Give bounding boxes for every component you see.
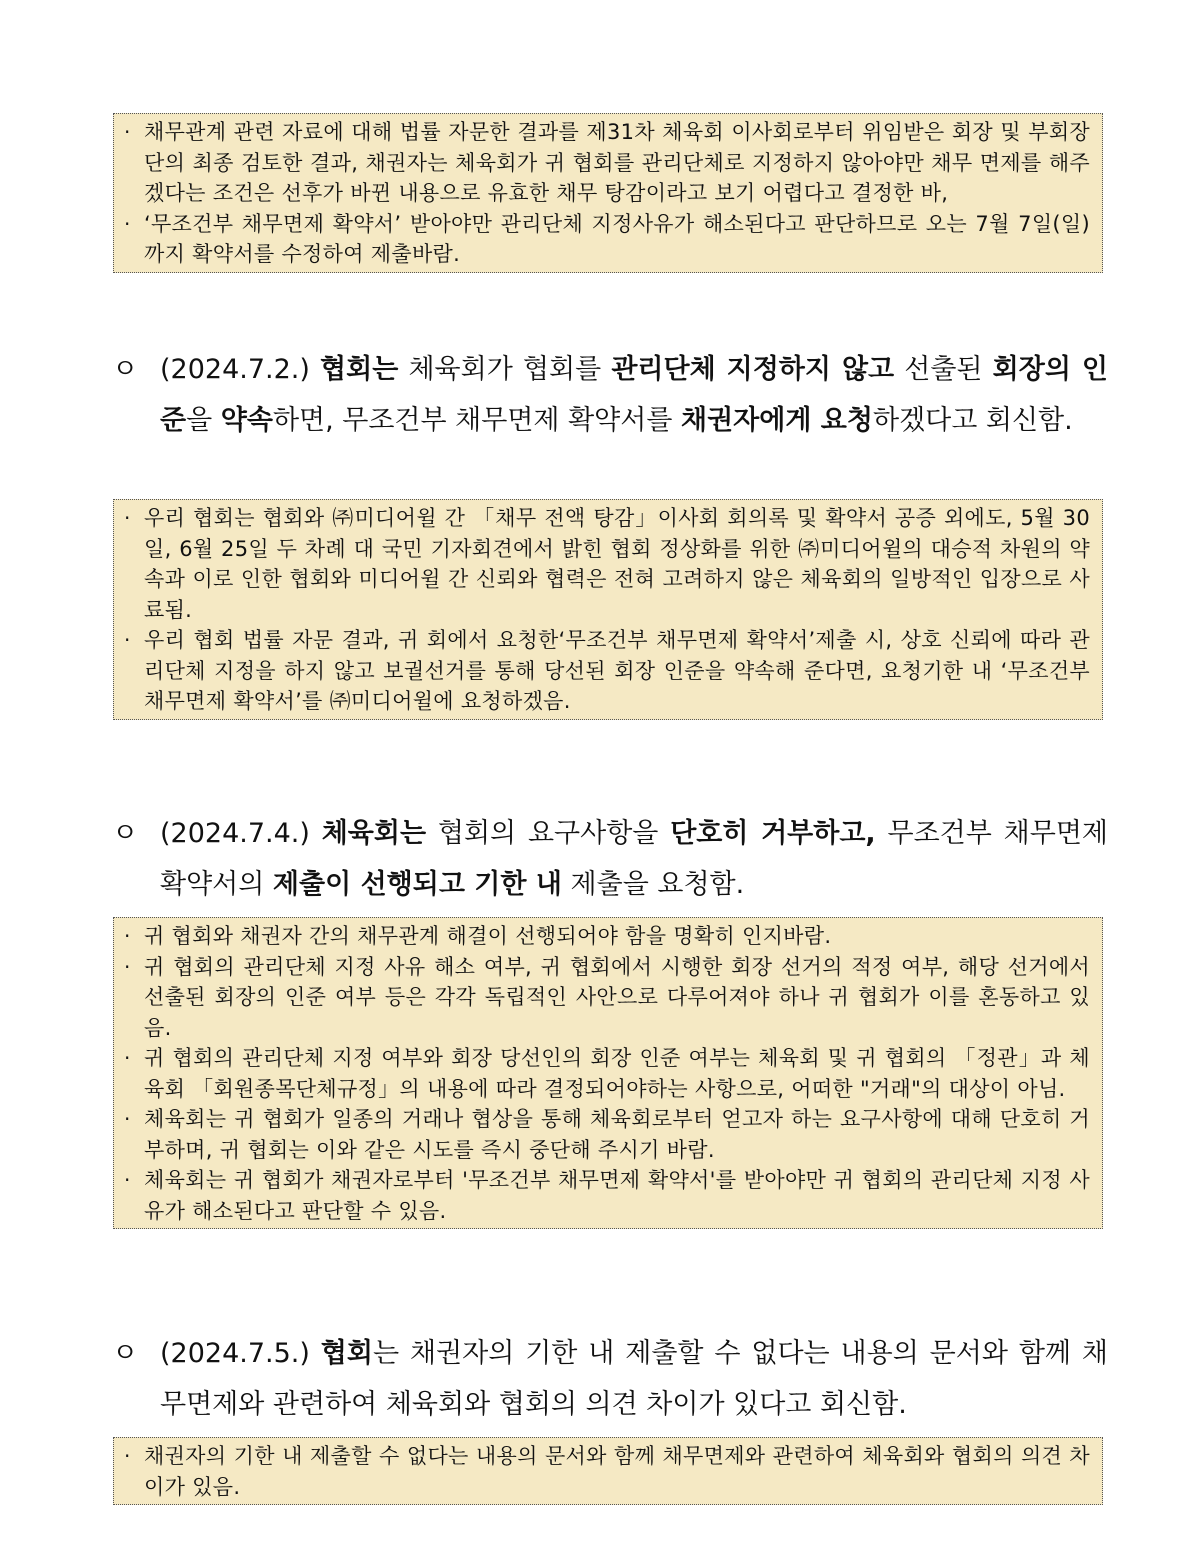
section-2024-07-05 xyxy=(112,1328,1108,1430)
section-date: (2024.7.2.) xyxy=(160,354,310,385)
bullet-dot: · xyxy=(124,120,131,144)
note-bullet xyxy=(124,503,1090,625)
note-bullet xyxy=(124,1165,1090,1226)
bullet-dot: · xyxy=(124,211,131,236)
emphasis: 체육회는 xyxy=(321,818,427,849)
bullet-dot: · xyxy=(124,628,131,652)
note-box-4 xyxy=(113,1437,1103,1505)
section-date: (2024.7.4.) xyxy=(160,818,310,849)
bullet-dot: · xyxy=(124,1444,131,1468)
note-bullet xyxy=(124,921,1090,952)
note-bullet xyxy=(124,209,1090,270)
bullet-dot: · xyxy=(124,1168,131,1192)
bullet-text: 채권자의 기한 내 제출할 수 없다는 내용의 문서와 함께 채무면제와 관련하여 체육회와 협회의 의견 차이가 있음. xyxy=(144,1444,1090,1499)
note-bullet xyxy=(124,952,1090,1044)
note-bullet xyxy=(124,1104,1090,1165)
bullet-dot: · xyxy=(124,1046,131,1070)
circle-marker: ㅇ xyxy=(112,354,139,385)
note-box-1 xyxy=(113,113,1103,273)
emphasis: 협회 xyxy=(320,1338,373,1369)
bullet-text: 체육회는 귀 협회가 채권자로부터 '무조건부 채무면제 확약서'를 받아야만 귀 협회의 관리단체 지정 사유가 해소된다고 판단할 수 있음. xyxy=(144,1168,1090,1223)
section-2024-07-02 xyxy=(112,344,1108,446)
emphasis: 채권자에게 요청 xyxy=(681,405,873,436)
section-text: (2024.7.2.) 협회는 체육회가 협회를 관리단체 지정하지 않고 선출된 회장의 인준을 약속하면, 무조건부 채무면제 확약서를 채권자에게 요청하겠다고 회신함. xyxy=(160,354,1108,436)
bullet-dot: · xyxy=(124,954,131,979)
circle-marker: ㅇ xyxy=(112,818,139,849)
note-bullet xyxy=(124,1441,1090,1502)
emphasis: 회장의 인준 xyxy=(160,354,1108,436)
note-box-3 xyxy=(113,917,1103,1229)
note-box-2 xyxy=(113,499,1103,720)
section-text: (2024.7.5.) 협회는 채권자의 기한 내 제출할 수 없다는 내용의 문서와 함께 채무면제와 관련하여 체육회와 협회의 의견 차이가 있다고 회신함. xyxy=(160,1338,1108,1420)
circle-marker: ㅇ xyxy=(112,1338,139,1369)
emphasis: 협회는 xyxy=(320,354,399,385)
bullet-text: 귀 협회의 관리단체 지정 사유 해소 여부, 귀 협회에서 시행한 회장 선거의 적정 여부, 해당 선거에서 선출된 회장의 인준 여부 등은 각각 독립적인 사안으로 다루어져야 하나 귀 협회가 이를 혼동하고 있음. xyxy=(144,954,1090,1040)
emphasis: 제출이 선행되고 기한 내 xyxy=(272,869,562,900)
bullet-text: 우리 협회 법률 자문 결과, 귀 회에서 요청한‘무조건부 채무면제 확약서’제출 시, 상호 신뢰에 따라 관리단체 지정을 하지 않고 보궐선거를 통해 당선된 회장 인준을 약속해 준다면, 요청기한 내 ‘무조건부 채무면제 확약서’를 ㈜미디어윌에 요청하겠음. xyxy=(144,628,1090,713)
emphasis: 단호히 거부하고, xyxy=(670,818,876,849)
bullet-text: 우리 협회는 협회와 ㈜미디어윌 간 「채무 전액 탕감」이사회 회의록 및 확약서 공증 외에도, 5월 30일, 6월 25일 두 차례 대 국민 기자회견에서 밝힌 협회 정상화를 위한 ㈜미디어윌의 대승적 차원의 약속과 이로 인한 협회와 미디어윌 간 신뢰와 협력은 전혀 고려하지 않은 체육회의 일방적인 입장으로 사료됨. xyxy=(144,506,1090,622)
note-bullet xyxy=(124,625,1090,717)
section-text: (2024.7.4.) 체육회는 협회의 요구사항을 단호히 거부하고, 무조건부 채무면제 확약서의 제출이 선행되고 기한 내 제출을 요청함. xyxy=(160,818,1108,900)
bullet-text: 귀 협회와 채권자 간의 채무관계 해결이 선행되어야 함을 명확히 인지바람. xyxy=(144,924,832,948)
bullet-dot: · xyxy=(124,924,131,948)
bullet-dot: · xyxy=(124,1107,131,1131)
bullet-text: 채무관계 관련 자료에 대해 법률 자문한 결과를 제31차 체육회 이사회로부터 위임받은 회장 및 부회장단의 최종 검토한 결과, 채권자는 체육회가 귀 협회를 관리단체로 지정하지 않아야만 채무 면제를 해주겠다는 조건은 선후가 바뀐 내용으로 유효한 채무 탕감이라고 보기 어렵다고 결정한 바, xyxy=(144,120,1090,205)
bullet-dot: · xyxy=(124,506,131,530)
emphasis: 약속 xyxy=(220,405,273,436)
note-bullet xyxy=(124,117,1090,209)
bullet-text: ‘무조건부 채무면제 확약서’ 받아야만 관리단체 지정사유가 해소된다고 판단하므로 오는 7월 7일(일)까지 확약서를 수정하여 제출바람. xyxy=(144,211,1090,266)
bullet-text: 귀 협회의 관리단체 지정 여부와 회장 당선인의 회장 인준 여부는 체육회 및 귀 협회의 「정관」과 체육회 「회원종목단체규정」의 내용에 따라 결정되어야하는 사항으로, 어떠한 "거래"의 대상이 아님. xyxy=(144,1046,1090,1101)
section-2024-07-04 xyxy=(112,808,1108,910)
emphasis: 관리단체 지정하지 않고 xyxy=(611,354,895,385)
section-date: (2024.7.5.) xyxy=(160,1338,310,1369)
note-bullet xyxy=(124,1043,1090,1104)
bullet-text: 체육회는 귀 협회가 일종의 거래나 협상을 통해 체육회로부터 얻고자 하는 요구사항에 대해 단호히 거부하며, 귀 협회는 이와 같은 시도를 즉시 중단해 주시기 바람. xyxy=(144,1107,1090,1162)
